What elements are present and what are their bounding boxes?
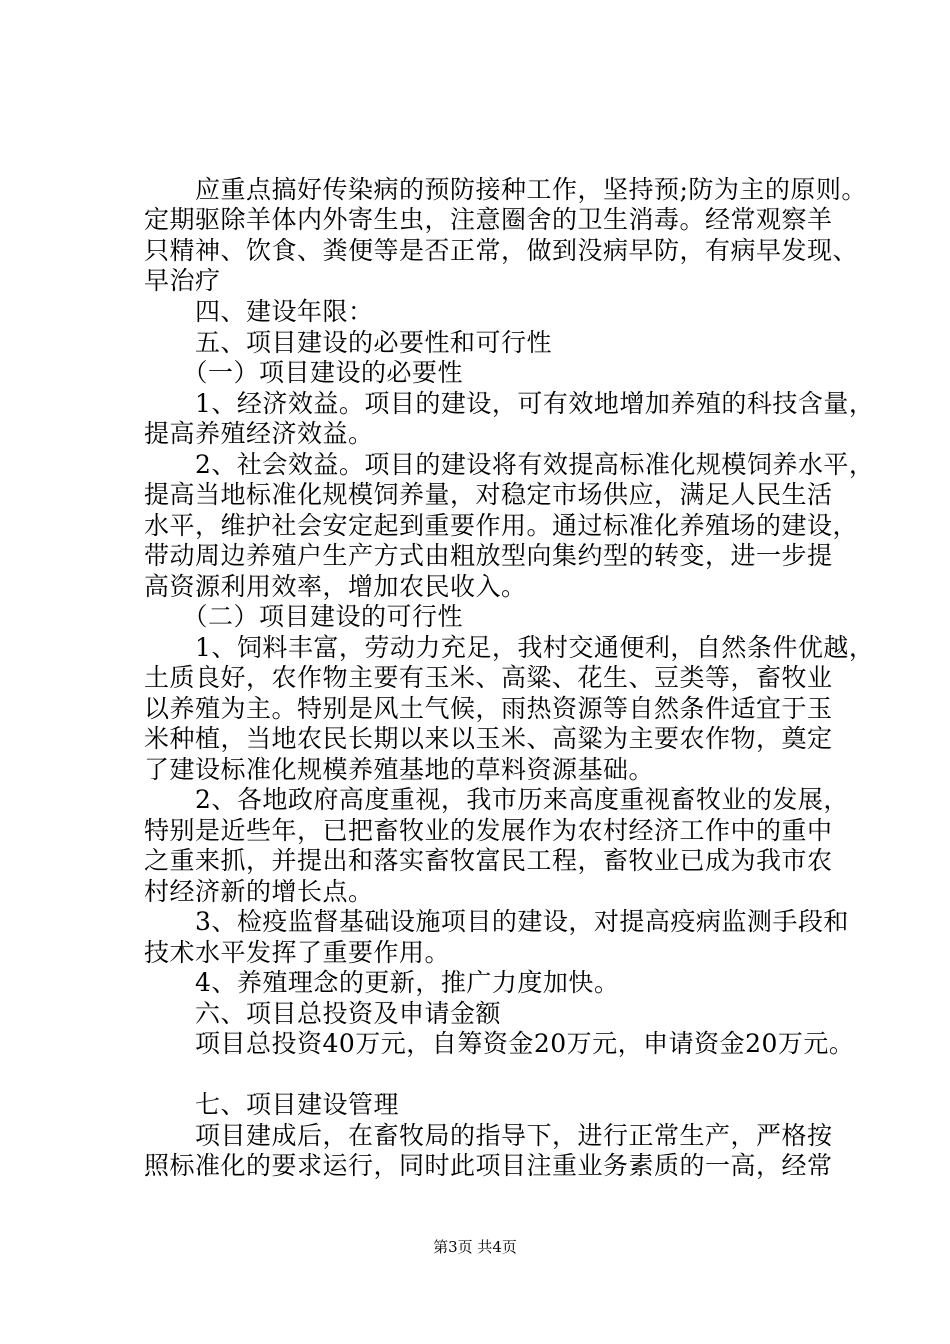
section-heading: 四、建设年限： [144,297,374,326]
body-line: 4、养殖理念的更新，推广力度加快。 [144,968,620,997]
body-line: 米种植，当地农民长期以来以玉米、高粱为主要农作物，奠定 [144,724,833,753]
body-line: 3、检疫监督基础设施项目的建设，对提高疫病监测手段和 [144,907,849,936]
body-line: 水平，维护社会安定起到重要作用。通过标准化养殖场的建设， [144,511,859,540]
subsection-heading: （二）项目建设的可行性 [144,602,464,631]
section-heading: 七、项目建设管理 [144,1090,400,1119]
body-line: 土质良好，农作物主要有玉米、高粱、花生、豆类等，畜牧业 [144,663,833,692]
body-line: 照标准化的要求运行，同时此项目注重业务素质的一高，经常 [144,1151,833,1180]
body-line: 特别是近些年，已把畜牧业的发展作为农村经济工作中的重中 [144,816,833,845]
body-line: 项目总投资40万元，自筹资金20万元，申请资金20万元。 [144,1029,855,1058]
body-line: 村经济新的增长点。 [144,877,374,906]
body-line: 2、各地政府高度重视，我市历来高度重视畜牧业的发展， [144,785,849,814]
body-line: 定期驱除羊体内外寄生虫，注意圈舍的卫生消毒。经常观察羊 [144,205,833,234]
body-line: 技术水平发挥了重要作用。 [144,938,451,967]
body-line: 了建设标准化规模养殖基地的草料资源基础。 [144,755,655,784]
body-line: 带动周边养殖户生产方式由粗放型向集约型的转变，进一步提 [144,541,833,570]
body-line: 早治疗 [144,266,221,295]
body-line: 提高当地标准化规模饲养量，对稳定市场供应，满足人民生活 [144,480,833,509]
body-line: 以养殖为主。特别是风土气候，雨热资源等自然条件适宜于玉 [144,694,833,723]
section-heading: 六、项目总投资及申请金额 [144,999,502,1028]
body-line: 项目建成后，在畜牧局的指导下，进行正常生产，严格按 [144,1121,833,1150]
body-line: 只精神、饮食、粪便等是否正常，做到没病早防，有病早发现、 [144,236,859,265]
section-heading: 五、项目建设的必要性和可行性 [144,328,553,357]
body-line: 高资源利用效率，增加农民收入。 [144,572,527,601]
body-line: 之重来抓，并提出和落实畜牧富民工程，畜牧业已成为我市农 [144,846,833,875]
body-line: 提高养殖经济效益。 [144,419,374,448]
body-line: 2、社会效益。项目的建设将有效提高标准化规模饲养水平， [144,450,875,479]
body-line: 应重点搞好传染病的预防接种工作，坚持预;防为主的原则。 [144,175,867,204]
subsection-heading: （一）项目建设的必要性 [144,358,464,387]
body-line: 1、经济效益。项目的建设，可有效地增加养殖的科技含量， [144,389,875,418]
body-line: 1、饲料丰富，劳动力充足，我村交通便利，自然条件优越， [144,633,875,662]
page-footer: 第3页 共4页 [433,1238,517,1256]
